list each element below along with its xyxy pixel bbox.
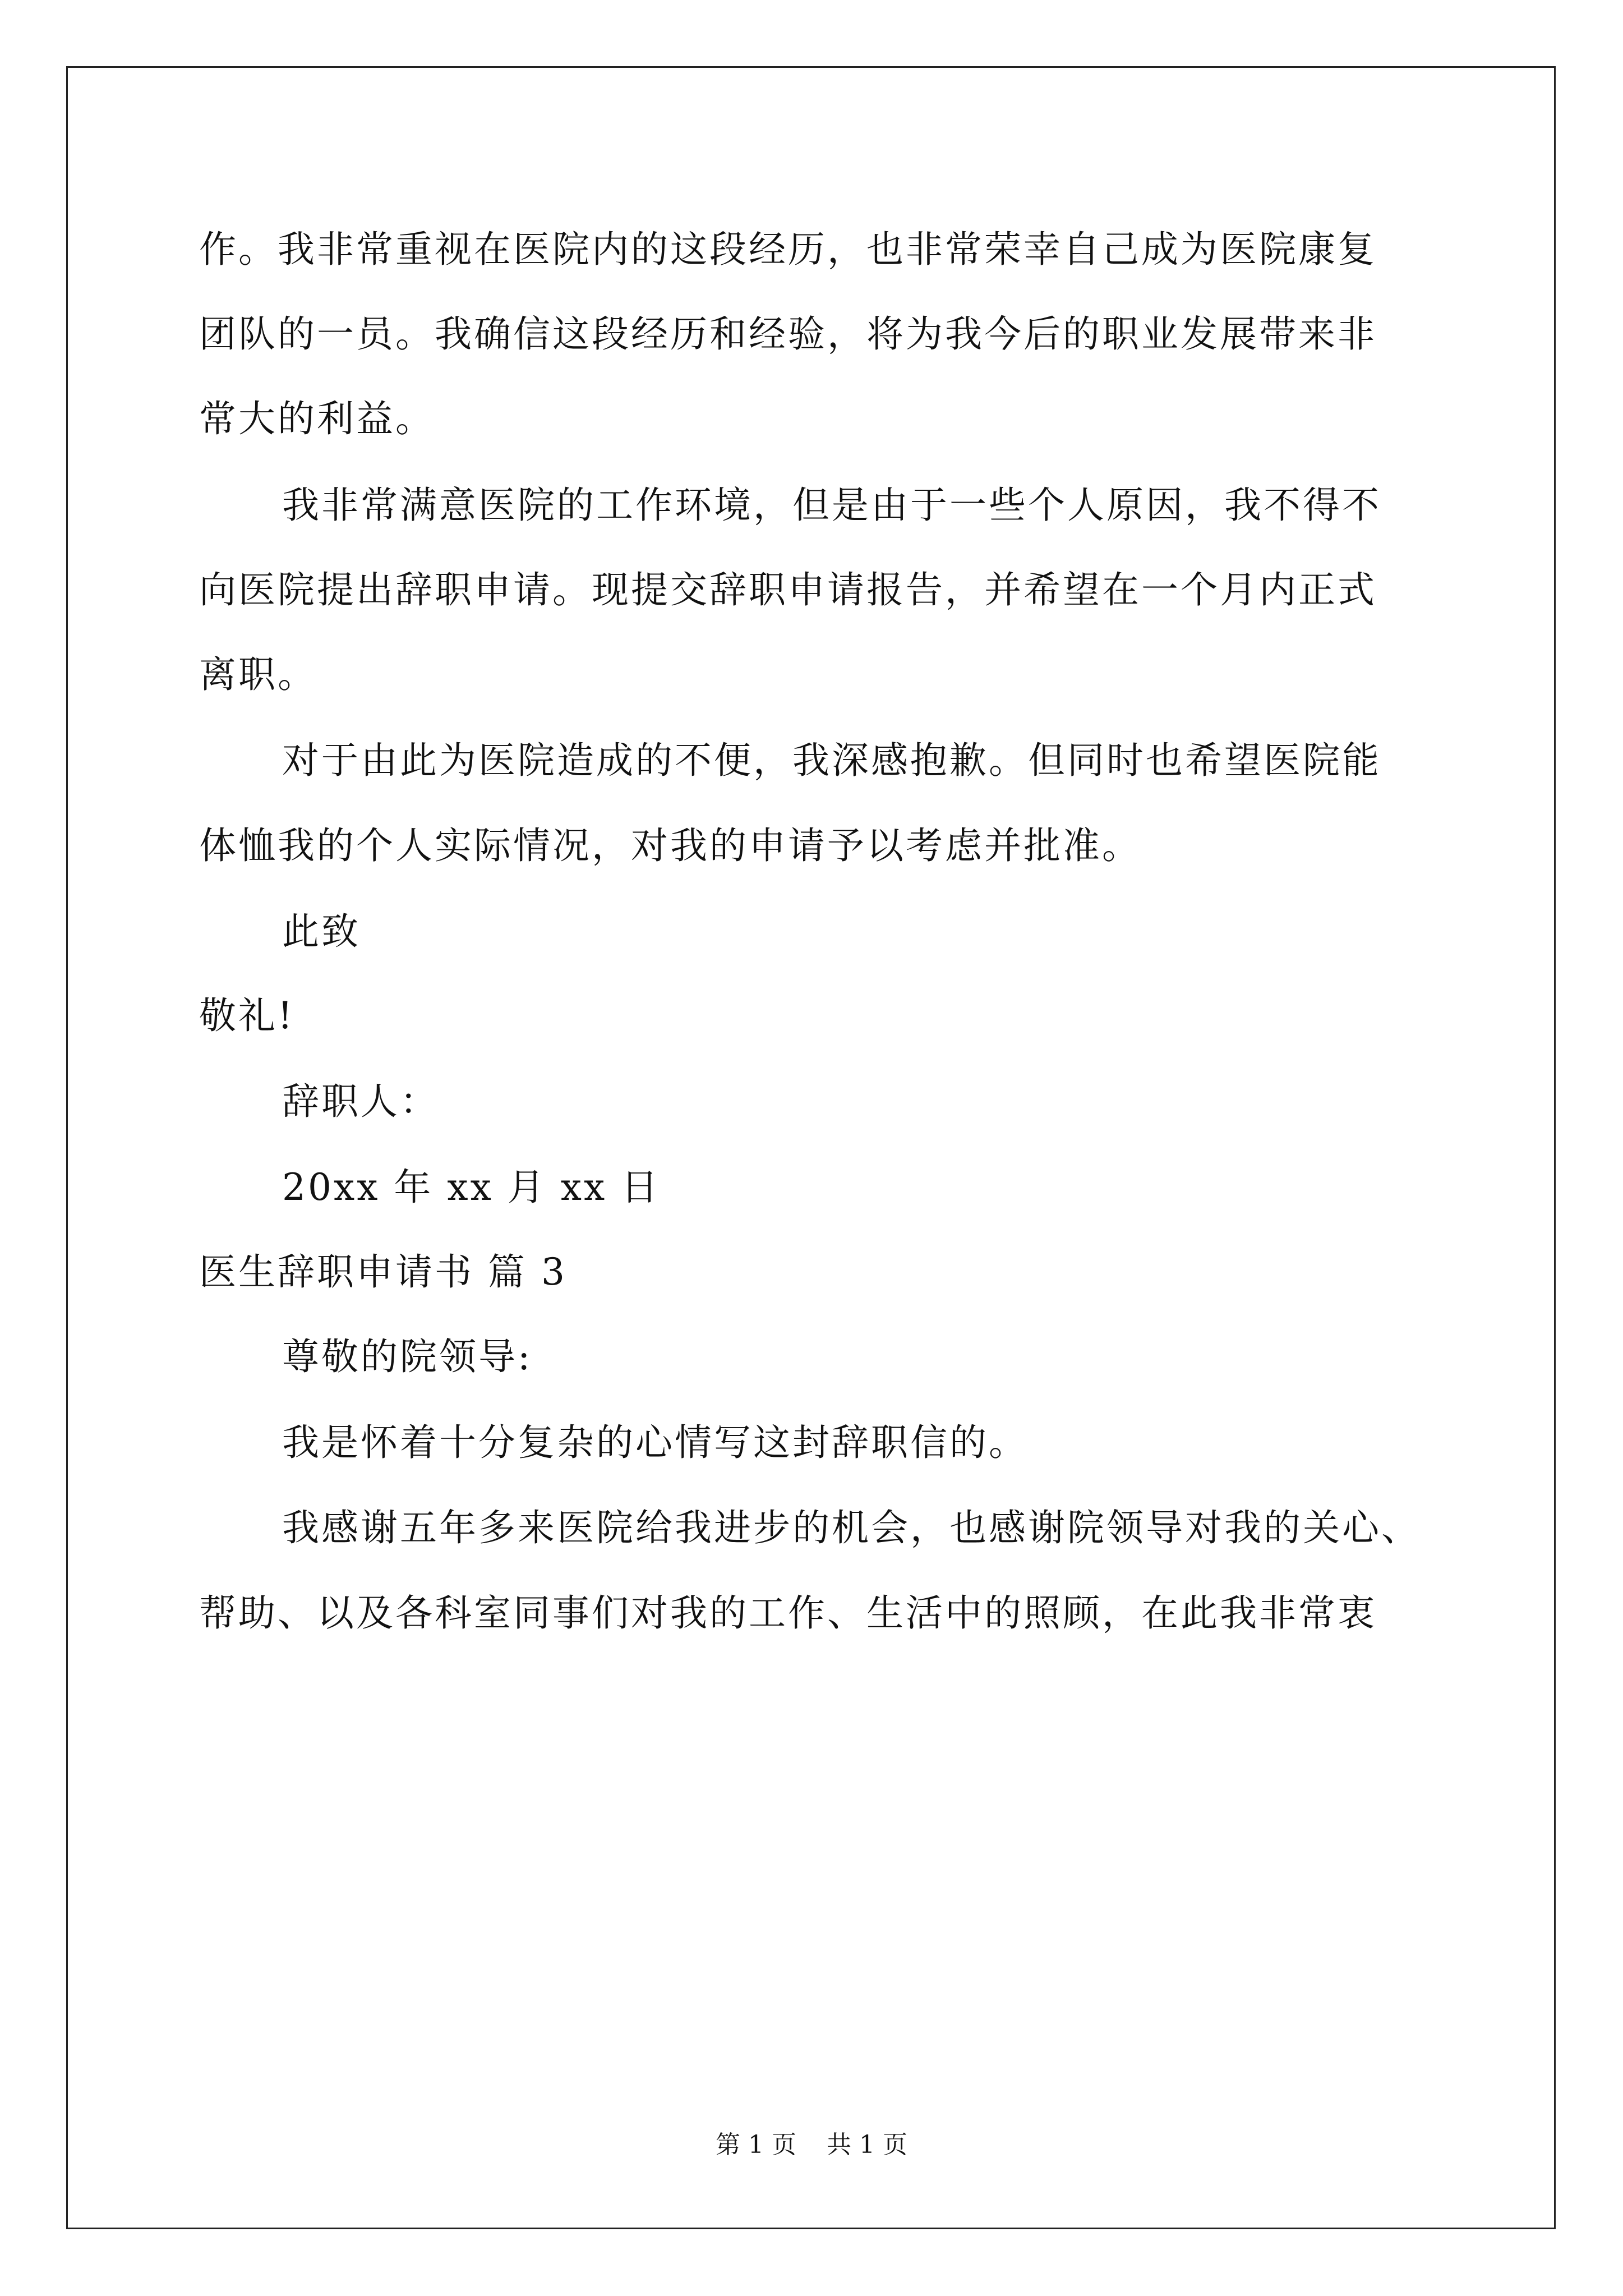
page-footer (0, 2133, 1623, 2157)
closing-respect: 敬礼! (199, 994, 295, 1037)
body-line-9: 我是怀着十分复杂的心情写这封辞职信的。 (282, 1421, 1028, 1464)
page-number: 第 1 页 (716, 2131, 796, 2159)
date-line: 20xx 年 xx 月 xx 日 (282, 1166, 661, 1209)
section-title: 医生辞职申请书 篇 3 (199, 1250, 567, 1294)
closing-salutation: 此致 (282, 910, 361, 953)
body-line-4: 我非常满意医院的工作环境，但是由于一些个人原因，我不得不 (282, 484, 1381, 527)
body-line-2: 团队的一员。我确信这段经历和经验，将为我今后的职业发展带来非 (199, 312, 1377, 356)
body-line-1: 作。我非常重视在医院内的这段经历，也非常荣幸自己成为医院康复 (199, 228, 1377, 271)
body-line-8: 体恤我的个人实际情况，对我的申请予以考虑并批准。 (199, 824, 1141, 867)
body-line-7: 对于由此为医院造成的不便，我深感抱歉。但同时也希望医院能 (282, 739, 1381, 782)
body-line-3: 常大的利益。 (199, 397, 435, 440)
signature-label: 辞职人： (282, 1080, 439, 1123)
body-line-6: 离职。 (199, 653, 317, 696)
body-line-10: 我感谢五年多来医院给我进步的机会，也感谢院领导对我的关心、 (282, 1506, 1421, 1549)
page-total: 共 1 页 (827, 2131, 907, 2159)
body-line-11: 帮助、以及各科室同事们对我的工作、生活中的照顾，在此我非常衷 (199, 1591, 1377, 1635)
greeting-line: 尊敬的院领导: (282, 1335, 533, 1378)
body-line-5: 向医院提出辞职申请。现提交辞职申请报告，并希望在一个月内正式 (199, 568, 1377, 611)
page-border (66, 66, 1556, 2229)
